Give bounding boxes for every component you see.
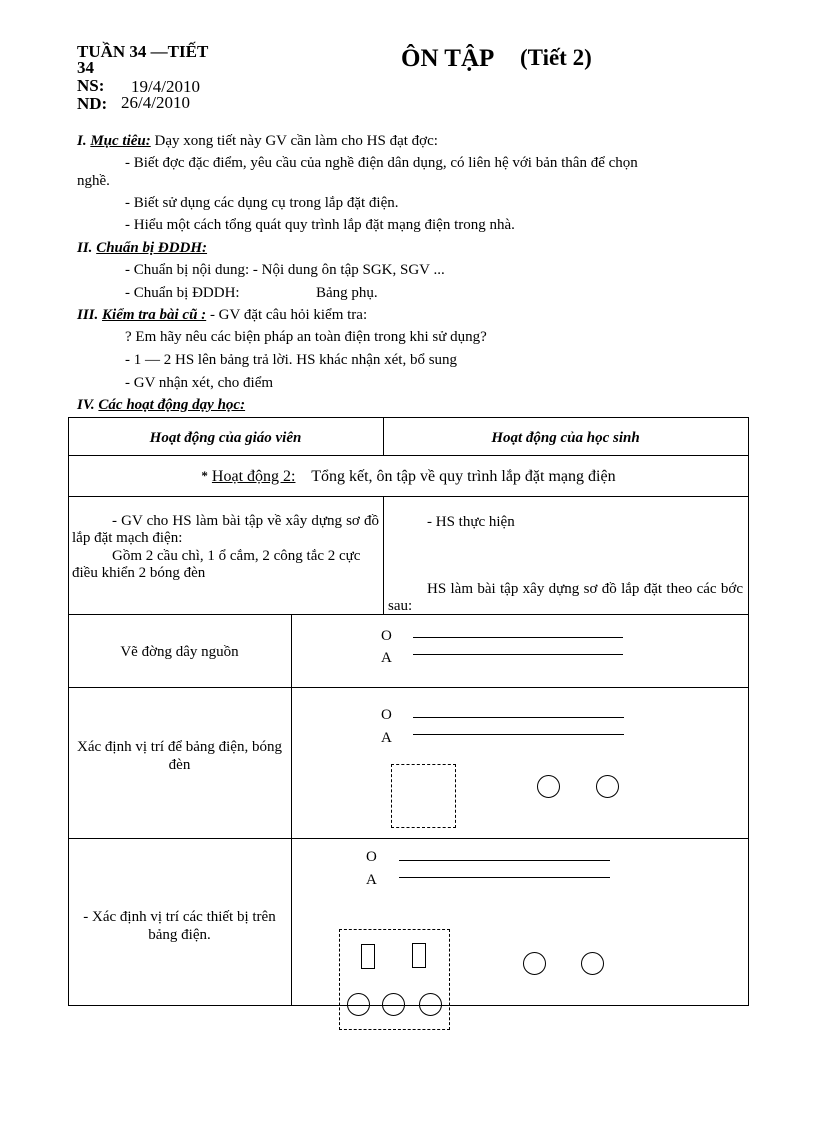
lamp-symbol [596, 775, 619, 798]
step1-a-label: A [381, 650, 392, 666]
step1-wire-a [413, 654, 623, 655]
device-symbol [419, 993, 442, 1016]
section1-label: Mục tiêu: [90, 133, 151, 149]
teacher-components: Gồm 2 cầu chì, 1 ổ cắm, 2 công tắc 2 cực điều khiển 2 bóng đèn [72, 548, 361, 581]
step1-label: Vẽ đờng dây nguồn [120, 644, 239, 660]
table-row-divider [68, 455, 749, 456]
section3-label: Kiểm tra bài cũ : [102, 307, 207, 323]
nd-date: 26/4/2010 [121, 93, 190, 112]
device-symbol [347, 993, 370, 1016]
student-column-header: Hoạt động của học sinh [491, 430, 640, 446]
section3-answer2: - GV nhận xét, cho điểm [125, 375, 274, 391]
step1-wire-o [413, 637, 623, 638]
section4-number: IV. [77, 397, 95, 413]
section4-label: Các hoạt động dạy học: [98, 397, 246, 413]
section2-label: Chuẩn bị ĐDDH: [96, 240, 208, 256]
table-row-divider [68, 496, 749, 497]
page-subtitle: (Tiết 2) [520, 45, 592, 70]
table-row-divider [68, 838, 749, 839]
step1-o-label: O [381, 628, 392, 644]
step2-o-label: O [381, 707, 392, 723]
lamp-symbol [581, 952, 604, 975]
student-response: - HS thực hiện [427, 514, 515, 530]
section1-item3: - Hiểu một cách tổng quát quy trình lắp đặt mạng điện trong nhà. [125, 217, 515, 233]
lamp-symbol [523, 952, 546, 975]
step2-label: Xác định vị trí để bảng điện, bóng đèn [77, 739, 282, 773]
step3-wire-o [399, 860, 610, 861]
page-title: ÔN TẬP [401, 45, 495, 72]
table-border-top [68, 417, 749, 418]
ns-date: 19/4/2010 [131, 77, 200, 96]
fuse-symbol [412, 943, 426, 968]
table-col-divider [383, 496, 384, 614]
table-col-divider [291, 614, 292, 1005]
step3-wire-a [399, 877, 610, 878]
activity-star: * [201, 468, 208, 483]
activity-label: Hoạt động 2: [211, 468, 296, 485]
activity-row [68, 468, 749, 486]
step3-a-label: A [366, 872, 377, 888]
section3-answer1: - 1 — 2 HS lên bảng trả lời. HS khác nhận xét, bổ sung [125, 352, 458, 368]
teacher-column-header: Hoạt động của giáo viên [149, 430, 302, 446]
step3-label: - Xác định vị trí các thiết bị trên bảng điện. [83, 909, 276, 943]
panel-board-outline [391, 764, 456, 828]
fuse-symbol [361, 944, 375, 969]
lesson-number: 34 [77, 58, 94, 77]
section1-item2: - Biết sử dụng các dụng cụ trong lắp đặt điện. [125, 195, 399, 211]
step2-wire-o [413, 717, 624, 718]
section1-intro: Dạy xong tiết này GV cần làm cho HS đạt đợc: [154, 133, 438, 149]
table-row-divider [68, 687, 749, 688]
section3-number: III. [77, 307, 99, 323]
section1-item1: - Biết đợc đặc điểm, yêu cầu của nghề điện dân dụng, có liên hệ với bản thân để chọn [125, 155, 638, 171]
section2-heading [77, 240, 207, 257]
section4-heading [77, 397, 245, 414]
section1-number: I. [77, 133, 87, 149]
section1-heading [77, 133, 438, 150]
step3-o-label: O [366, 849, 377, 865]
section3-intro: - GV đặt câu hỏi kiểm tra: [209, 307, 368, 323]
section3-question: ? Em hãy nêu các biện pháp an toàn điện trong khi sử dụng? [125, 329, 487, 345]
device-symbol [382, 993, 405, 1016]
section3-heading [77, 307, 367, 324]
section1-item1-cont: nghề. [77, 173, 110, 189]
nd-label: ND: [77, 94, 108, 113]
table-border-left [68, 417, 69, 1006]
table-border-right [748, 417, 749, 1006]
section2-item2-value: Bảng phụ. [316, 285, 378, 301]
lamp-symbol [537, 775, 560, 798]
teacher-instruction: - GV cho HS làm bài tập về xây dựng sơ đồ lắp đặt mạch điện: [72, 513, 379, 546]
section2-item1: - Chuẩn bị nội dung: - Nội dung ôn tập SGK, SGV ... [125, 262, 445, 278]
week-label: TUẦN 34 —TIẾT [77, 42, 209, 61]
ns-label: NS: [77, 76, 105, 95]
step2-a-label: A [381, 730, 392, 746]
section2-item2: - Chuẩn bị ĐDDH: [125, 285, 240, 301]
student-steps-intro: HS làm bài tập xây dựng sơ đồ lắp đặt theo các bớc sau: [388, 581, 743, 614]
section2-number: II. [77, 240, 93, 256]
activity-text: Tổng kết, ôn tập về quy trình lắp đặt mạng điện [311, 468, 616, 485]
step2-wire-a [413, 734, 624, 735]
